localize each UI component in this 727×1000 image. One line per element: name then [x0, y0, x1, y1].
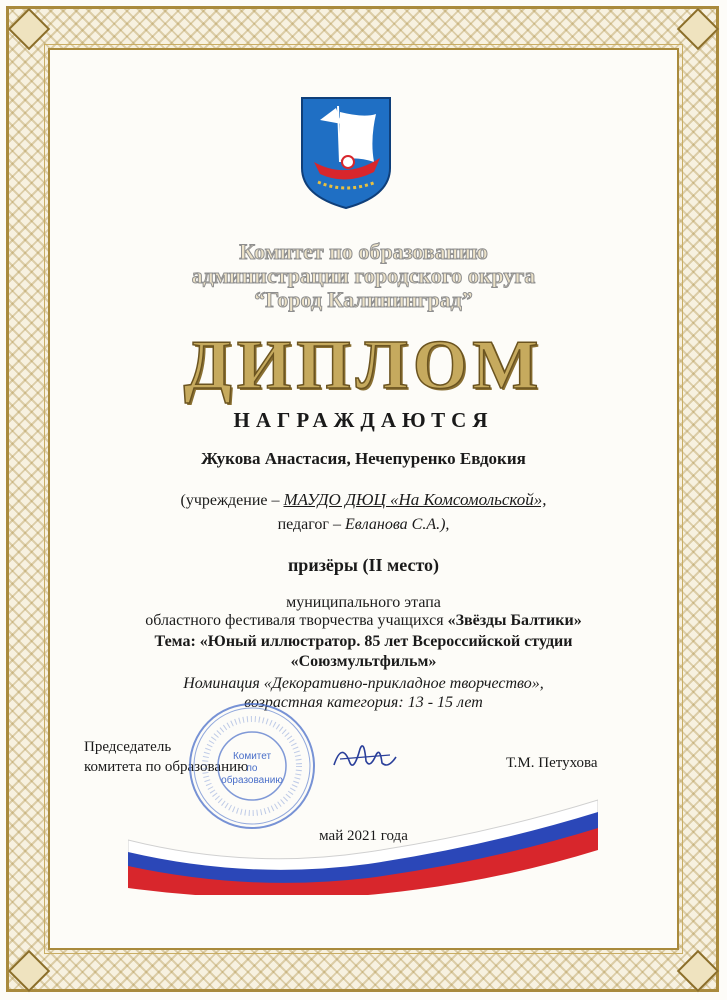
committee-line-2: администрации городского округа: [191, 263, 536, 288]
event-festival-name: «Звёзды Балтики»: [447, 612, 582, 629]
event-stage: муниципального этапа: [286, 594, 441, 611]
official-stamp-icon: [187, 701, 317, 831]
institution-prefix: (учреждение –: [180, 492, 280, 509]
nomination: Номинация «Декоративно-прикладное творчество»,: [183, 675, 544, 692]
signatory-position-line-1: Председатель: [84, 739, 172, 755]
event-festival-line: [0, 612, 727, 630]
stamp-text-1: Комитет: [232, 751, 272, 762]
institution-name: МАУДО ДЮЦ «На Комсомольской»,: [283, 490, 547, 509]
diploma-title: ДИПЛОМ: [183, 327, 544, 404]
teacher-line: [0, 516, 727, 534]
age-category: возрастная категория: 13 - 15 лет: [244, 694, 483, 711]
stamp-text-2: по: [246, 763, 258, 774]
signatory-position-line-2: комитета по образованию: [84, 759, 249, 775]
place-award: призёры (II место): [287, 555, 440, 575]
issue-date: май 2021 года: [319, 828, 408, 844]
stamp-text-3: образованию: [221, 775, 283, 786]
institution-line: [0, 490, 727, 510]
handwritten-signature-icon: [330, 735, 400, 777]
event-festival-prefix: областного фестиваля творчества учащихся: [145, 612, 444, 629]
recipients-names: Жукова Анастасия, Нечепуренко Евдокия: [201, 449, 526, 468]
event-theme-line-1: Тема: «Юный иллюстратор. 85 лет Всероссийской студии: [154, 633, 573, 650]
teacher-name: Евланова С.А.),: [344, 516, 450, 533]
coat-of-arms-icon: [300, 96, 392, 210]
committee-line-3: “Город Калининград”: [254, 287, 473, 312]
teacher-prefix: педагог –: [277, 516, 341, 533]
signatory-name: Т.М. Петухова: [506, 755, 598, 771]
committee-line-1: Комитет по образованию: [239, 239, 488, 264]
event-theme-line-2: «Союзмультфильм»: [290, 653, 437, 670]
awarded-label: НАГРАЖДАЮТСЯ: [233, 408, 494, 432]
